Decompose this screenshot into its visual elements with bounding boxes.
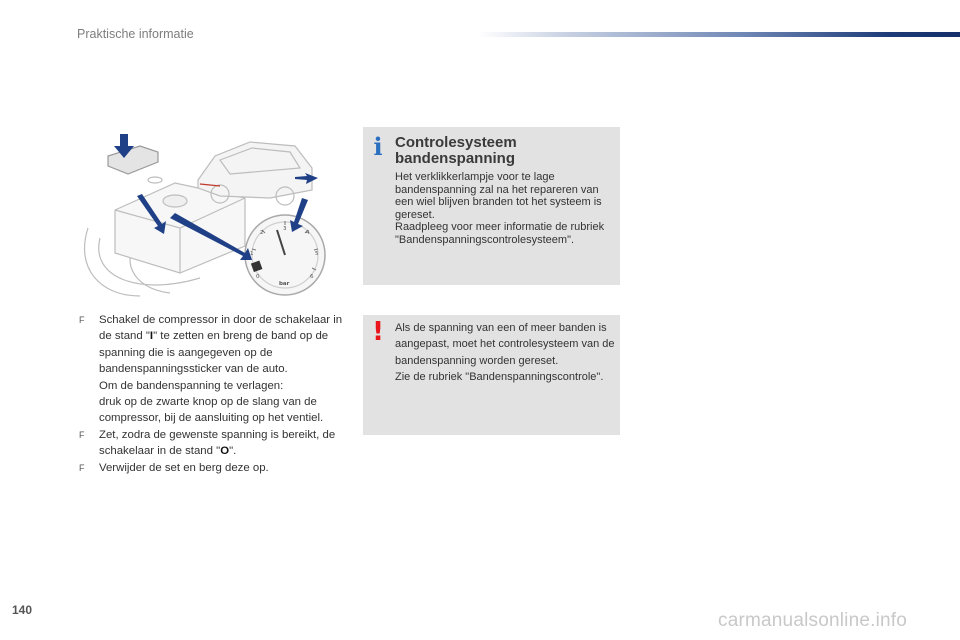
instruction-text: Verwijder de set en berg deze op. [99, 461, 269, 474]
instruction-item [78, 460, 348, 476]
section-title: Praktische informatie [77, 27, 194, 41]
warning-box-body: Als de spanning van een of meer banden is aangepast, moet het controlesysteem van de bandenspanning worden gereset. Zie de rubriek "Bandenspanningscontrole". [395, 322, 615, 384]
header-bar [478, 32, 960, 37]
instruction-subline: Om de bandenspanning te verlagen: [99, 379, 284, 392]
car-outline [198, 142, 312, 198]
instruction-item [78, 427, 348, 460]
instruction-text: Zet, zodra de gewenste spanning is bereikt, de schakelaar in de stand " [99, 428, 336, 458]
gauge-tick-label: 2 [260, 230, 264, 236]
ring-seal [148, 177, 162, 183]
compressor-dial [163, 195, 187, 207]
warning-box [363, 315, 620, 435]
warning-icon: ! [372, 317, 384, 347]
watermark: carmanualsonline.info [718, 610, 908, 631]
info-box [363, 127, 620, 285]
gauge-tick-label: 0 [256, 274, 260, 280]
info-box-title: Controlesysteem bandenspanning [395, 134, 517, 167]
gauge-tick-label: 5 [315, 251, 319, 257]
instructions-list [78, 312, 348, 476]
bullet-icon: F [79, 429, 85, 440]
instruction-item [78, 312, 348, 427]
instruction-subline: druk op de zwarte knop op de slang van de compressor, bij de aansluiting op het ventiel. [99, 396, 324, 425]
gauge-tick-label: 4 [306, 230, 310, 236]
page-number: 140 [12, 603, 33, 617]
instruction-text: " te zetten en breng de band op de spanning die is aangegeven op de bandenspanningssticker van de auto. [99, 330, 329, 376]
bullet-icon: F [79, 462, 85, 473]
gauge-tick-label: 1 [250, 251, 254, 257]
compressor-illustration [80, 128, 342, 298]
gauge-tick-label: 6 [310, 274, 314, 280]
info-box-body: Het verklikkerlampje voor te lage bandenspanning zal na het repareren van een wiel blijven branden tot het systeem is gereset. Raadpleeg voor meer informatie de rubriek "Bandenspanningscontrolesysteem". [395, 171, 605, 246]
gauge-tick-label: 3 [283, 226, 287, 232]
switch-position-label: I [149, 330, 154, 343]
instruction-text: ". [229, 445, 237, 458]
info-icon: i [373, 132, 383, 161]
gauge-unit-label: bar [279, 281, 290, 287]
instruction-text: Schakel de compressor in door de schakelaar in de stand " [99, 314, 343, 343]
switch-position-label: O [220, 445, 230, 458]
sealant-cartridge [108, 146, 158, 174]
bullet-icon: F [79, 315, 85, 325]
